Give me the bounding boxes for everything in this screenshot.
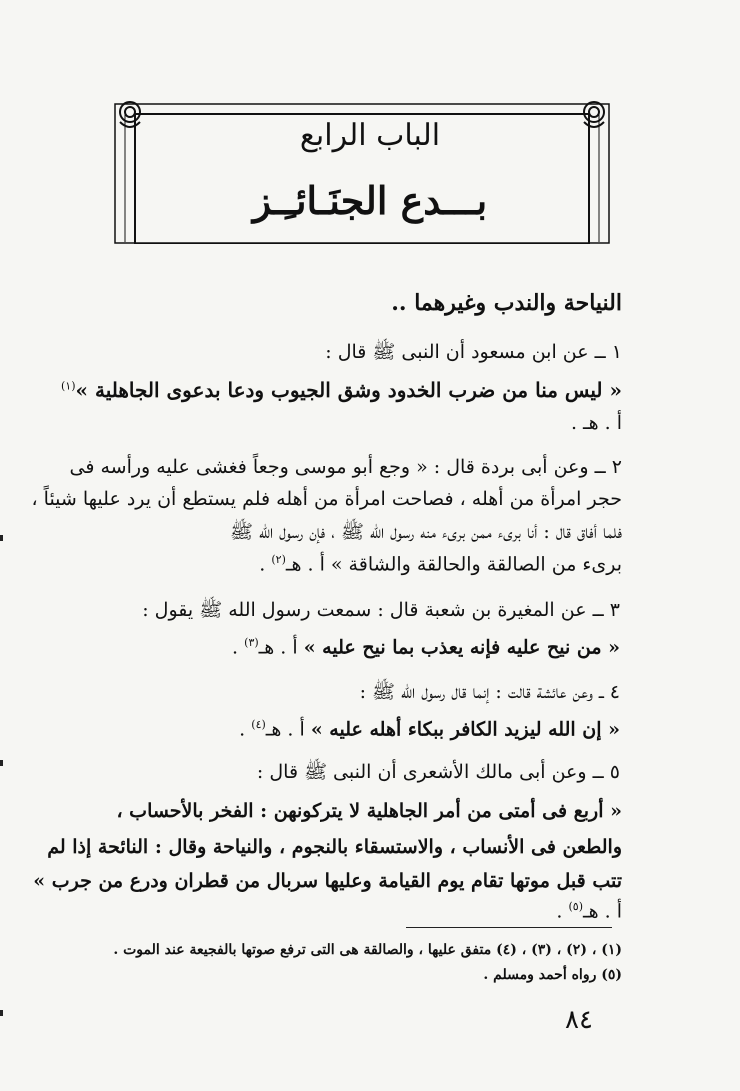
footnote-ref-4: (٤) — [251, 718, 266, 731]
hadith-5-line-3: تتب قبل موتها تقام يوم القيامة وعليها سربال من قطران ودرع من جرب » — [33, 870, 622, 892]
hadith-5-line-2: والطعن فى الأنساب ، والاستسقاء بالنجوم ، والنياحة وقال : النائحة إذا لم — [47, 836, 622, 858]
hadith-5-line-1: « أربع فى أمتى من أمر الجاهلية لا يتركونهن : الفخر بالأحساب ، — [116, 800, 622, 822]
hadith-2-line-1: ٢ ــ وعن أبى بردة قال : « وجع أبو موسى وجعاً فغشى عليه ورأسه فى — [69, 456, 622, 478]
chapter-label: الباب الرابع — [299, 118, 441, 153]
hadith-2-line-4 — [259, 553, 622, 575]
hadith-3-end: . — [232, 636, 239, 659]
footnote-2: (٥) رواه أحمد ومسلم . — [483, 967, 622, 983]
hadith-2-line-4-text: برىء من الصالقة والحالقة والشاقة » أ . هـ — [285, 553, 622, 576]
hadith-4-quote-text: « إن الله ليزيد الكافر ببكاء أهله عليه » — [310, 718, 620, 741]
hadith-2-line-2: حجر امرأة من أهله ، فصاحت امرأة من أهله فلم يستطع أن يرد عليها شيئاً ، — [31, 488, 622, 510]
hadith-1-end: أ . هـ . — [570, 412, 622, 434]
hadith-3-quote-text: « من نيح عليه فإنه يعذب بما نيح عليه » — [303, 636, 620, 659]
hadith-1-intro: ١ ــ عن ابن مسعود أن النبى ﷺ قال : — [325, 341, 622, 363]
scan-edge-mark — [0, 1010, 3, 1016]
hadith-5-tail: أ . هـ — [583, 900, 622, 923]
page-number: ٨٤ — [565, 1005, 593, 1035]
hadith-1-quote — [61, 378, 622, 402]
footnote-1: (١) ، (٢) ، (٣) ، (٤) متفق عليها ، والصالقة هى التى ترفع صوتها بالفجيعة عند الموت . — [113, 942, 622, 958]
hadith-4-tail: أ . هـ — [265, 718, 305, 741]
footnote-divider — [406, 927, 612, 928]
footnote-ref-1: (١) — [61, 379, 76, 393]
scan-edge-mark — [0, 760, 3, 766]
hadith-4-intro: ٤ ــ وعن عائشة قالت : إنما قال رسول الله ﷺ : — [359, 681, 620, 703]
footnote-ref-3: (٣) — [244, 636, 259, 649]
hadith-2-line-3: فلما أفاق قال : أنا برىء ممن برىء منه رسول الله ﷺ ، فإن رسول الله ﷺ — [229, 521, 622, 543]
hadith-3-quote — [232, 636, 620, 658]
hadith-1-quote-text: « ليس منا من ضرب الخدود وشق الجيوب ودعا بدعوى الجاهلية » — [75, 378, 622, 402]
hadith-2-end: . — [259, 553, 266, 576]
hadith-4-end: . — [239, 718, 246, 741]
hadith-4-quote — [239, 718, 620, 740]
hadith-3-tail: أ . هـ — [258, 636, 298, 659]
hadith-5-end: . — [556, 900, 563, 923]
scan-edge-mark — [0, 535, 3, 541]
hadith-5-intro: ٥ ــ وعن أبى مالك الأشعرى أن النبى ﷺ قال : — [256, 761, 620, 783]
hadith-5-end-line — [556, 900, 622, 922]
chapter-title: بـــدع الجنَـائـِـز — [252, 178, 488, 223]
footnote-ref-5: (٥) — [568, 900, 584, 913]
hadith-3-intro: ٣ ــ عن المغيرة بن شعبة قال : سمعت رسول الله ﷺ يقول : — [142, 599, 620, 621]
footnote-ref-2: (٢) — [271, 553, 286, 566]
section-heading: النياحة والندب وغيرهما .. — [391, 290, 622, 316]
